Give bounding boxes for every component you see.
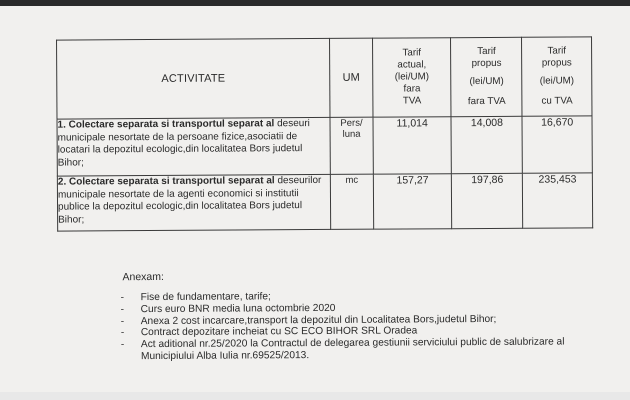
header-line: (lei/UM)	[539, 75, 575, 87]
bullet-dash: -	[120, 303, 125, 316]
header-line: (lei/UM)	[394, 71, 430, 83]
um-cell: mc	[330, 174, 373, 229]
header-proposed-tariff	[451, 37, 522, 116]
scanned-document	[21, 6, 619, 394]
tariff-table	[56, 36, 593, 231]
annex-item-text: Act aditional nr.25/2020 la Contractul de delegarea gestiunii serviciului public de salubrizare al Municipiului Alba Iulia nr.69525/2013.	[140, 336, 565, 363]
proposed-tariff-vat-cell: 16,670	[522, 116, 592, 173]
header-line: (lei/UM)	[469, 75, 504, 88]
annex-item-text: Contract depozitare incheiat cu SC ECO BIHOR SRL Oradea	[140, 325, 418, 339]
annex-item-text: Curs euro BNR media luna octombrie 2020	[140, 302, 336, 315]
proposed-tariff-vat-cell: 235,453	[523, 173, 593, 228]
proposed-tariff-cell: 197,86	[452, 173, 523, 228]
bullet-dash: -	[120, 292, 125, 304]
bullet-dash: -	[120, 315, 125, 327]
header-line: propus	[541, 57, 572, 69]
header-line: Tarif	[402, 47, 422, 59]
activity-description: deseurilor municipale nesortate de la agenti economici si institutii publice la depozitul ecologic,din localitatea Bors judetul Bihor;	[57, 174, 322, 226]
header-line: Tarif	[477, 45, 496, 58]
list-item	[121, 337, 591, 363]
activity-cell	[57, 174, 330, 231]
um-cell: Pers/ luna	[330, 117, 373, 174]
header-line: Tarif	[547, 45, 567, 57]
photo-bottom-edge	[0, 392, 630, 400]
activity-description: deseuri municipale nesortate de la persoane fizice,asociatii de locatari la depozitul ecologic,din localitatea Bors judetul Bihor;	[57, 118, 310, 169]
annex-item-text: Anexa 2 cost incarcare,transport la depozitul din Localitatea Bors,judetul Bihor;	[140, 313, 497, 327]
header-line: fara TVA	[467, 95, 506, 108]
table-row	[57, 173, 592, 231]
table-header-row	[57, 37, 592, 119]
bullet-dash: -	[120, 327, 125, 339]
header-line: cu TVA	[541, 95, 573, 107]
header-proposed-tariff-vat	[522, 37, 592, 116]
activity-title: 1. Colectare separata si transportul separat al	[57, 118, 275, 131]
bullet-dash: -	[120, 339, 125, 351]
header-activity: ACTIVITATE	[57, 38, 331, 119]
current-tariff-cell: 11,014	[373, 117, 452, 174]
activity-title: 2. Colectare separata si transportul separat al	[57, 175, 275, 188]
header-line: propus	[471, 57, 502, 70]
header-um: UM	[330, 38, 373, 117]
table-row	[57, 116, 592, 176]
header-line: TVA	[402, 95, 422, 107]
proposed-tariff-cell: 14,008	[451, 116, 522, 173]
header-current-tariff	[372, 38, 451, 117]
header-line: actual,	[397, 59, 427, 71]
current-tariff-cell: 157,27	[373, 174, 452, 229]
photo-top-edge	[0, 0, 630, 6]
header-line: fara	[403, 83, 421, 95]
annex-item-text: Fise de fundamentare, tarife;	[140, 291, 271, 304]
activity-cell	[57, 117, 330, 176]
annex-list	[121, 289, 591, 363]
annex-heading: Anexam:	[122, 270, 164, 284]
